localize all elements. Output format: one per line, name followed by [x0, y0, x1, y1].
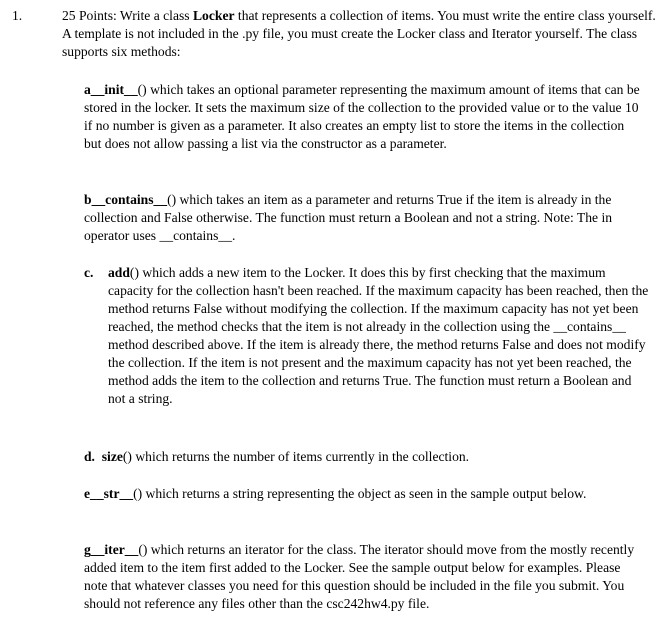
intro-rest: that represents a collection of items. You must write the entire class yourself. A template is not included in the .py file, you must create the Locker class and Iterator yourself. The class supports six methods:: [62, 8, 656, 59]
intro-points: 25 Points: Write a class: [62, 8, 193, 23]
question-number: 1.: [12, 8, 23, 23]
method-init: [84, 81, 642, 153]
method-description: () which adds a new item to the Locker. It does this by first checking that the maximum capacity for the collection hasn't been reached. If the maximum capacity has been reached, then the method returns False without modifying the collection. If the maximum capacity has not yet been reached, the method checks that the item is not already in the collection using the __contains__ method described above. If the item is already there, the method returns False and does not modify the collection. If the item is not present and the maximum capacity has not yet been reached, the method adds the item to the collection and returns True. The function must return a Boolean and not a string.: [108, 265, 649, 406]
method-iter: [84, 541, 646, 613]
method-name: add: [108, 265, 130, 280]
method-label: d.: [84, 449, 95, 464]
method-description: () which returns an iterator for the class. The iterator should move from the mostly recently added item to the item first added to the Locker. See the sample output below for examples. Please note that whatever classes you need for this question should be included in the file you submit. You should not reference any files other than the csc242hw4.py file.: [84, 542, 635, 611]
method-label: c.: [84, 265, 94, 280]
method-name: __iter__: [90, 542, 139, 557]
intro-class-name: Locker: [192, 8, 235, 23]
method-label: e: [84, 486, 91, 501]
method-contains: [84, 191, 642, 245]
method-label: a: [84, 82, 91, 97]
method-description: () which takes an optional parameter representing the maximum amount of items that can be stored in the locker. It sets the maximum size of the collection to the provided value or to the value 10 if no number is given as a parameter. It also creates an empty list to store the items in the collection but does not allow passing a list via the constructor as a parameter.: [84, 82, 640, 151]
method-name: __contains__: [91, 192, 168, 207]
question-intro: [62, 7, 657, 61]
method-name: size: [101, 449, 123, 464]
method-add: [84, 264, 649, 408]
method-size: [84, 448, 644, 466]
method-name: __init__: [90, 82, 138, 97]
method-label: b: [84, 192, 92, 207]
method-description: () which returns the number of items currently in the collection.: [122, 449, 470, 464]
method-name: __str__: [90, 486, 134, 501]
method-str: [84, 485, 644, 503]
method-label: g: [84, 542, 91, 557]
method-description: () which returns a string representing the object as seen in the sample output below.: [133, 486, 587, 501]
method-description: () which takes an item as a parameter and returns True if the item is already in the collection and False otherwise. The function must return a Boolean and not a string. Note: The in operator uses __contains__.: [84, 192, 613, 243]
